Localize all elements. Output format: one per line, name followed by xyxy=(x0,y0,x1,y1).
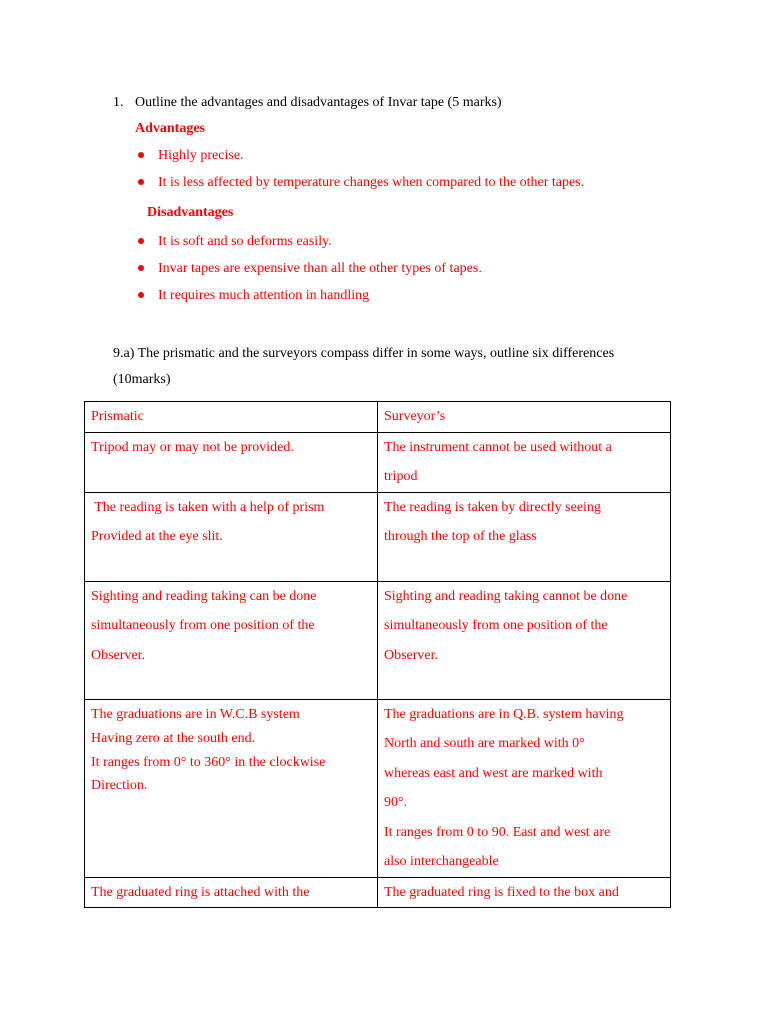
table-header-cell: Prismatic xyxy=(85,402,378,433)
table-cell: Tripod may or may not be provided. xyxy=(85,432,378,492)
disadvantages-heading: Disadvantages xyxy=(147,205,234,220)
bullet-icon xyxy=(138,152,144,158)
table-row xyxy=(85,699,671,877)
table-cell: The graduations are in W.C.B system Having zero at the south end. It ranges from 0° to 360° in the clockwise Direction. xyxy=(85,699,378,877)
comparison-table xyxy=(84,401,671,908)
bullet-icon xyxy=(138,238,144,244)
table-row xyxy=(85,581,671,699)
disadvantage-item: It requires much attention in handling xyxy=(158,288,370,303)
bullet-icon xyxy=(138,292,144,298)
advantages-heading: Advantages xyxy=(135,121,206,136)
table-cell: The graduated ring is fixed to the box and xyxy=(378,877,671,908)
table-cell: Sighting and reading taking cannot be done simultaneously from one position of the Observer. xyxy=(378,581,671,699)
table-row xyxy=(85,432,671,492)
table-cell: The reading is taken with a help of prism Provided at the eye slit. xyxy=(85,492,378,581)
question-9a-marks: (10marks) xyxy=(113,372,171,387)
bullet-icon xyxy=(138,179,144,185)
table-cell: The reading is taken by directly seeing through the top of the glass xyxy=(378,492,671,581)
question-1-text: Outline the advantages and disadvantages of Invar tape (5 marks) xyxy=(135,95,502,110)
table-cell: The graduated ring is attached with the xyxy=(85,877,378,908)
table-row xyxy=(85,877,671,908)
disadvantage-item: Invar tapes are expensive than all the other types of tapes. xyxy=(158,261,482,276)
bullet-icon xyxy=(138,265,144,271)
table-cell: Sighting and reading taking can be done simultaneously from one position of the Observer. xyxy=(85,581,378,699)
table-header-row xyxy=(85,402,671,433)
table-row xyxy=(85,492,671,581)
table-header-cell: Surveyor’s xyxy=(378,402,671,433)
question-1-number: 1. xyxy=(113,95,124,110)
advantage-item: Highly precise. xyxy=(158,148,244,163)
table-cell: The instrument cannot be used without a tripod xyxy=(378,432,671,492)
disadvantage-item: It is soft and so deforms easily. xyxy=(158,234,332,249)
question-9a-text: 9.a) The prismatic and the surveyors compass differ in some ways, outline six differences xyxy=(113,346,615,361)
advantage-item: It is less affected by temperature changes when compared to the other tapes. xyxy=(158,175,585,190)
table-cell: The graduations are in Q.B. system having North and south are marked with 0° whereas east and west are marked with 90°. It ranges from 0 to 90. East and west are also interchangeable xyxy=(378,699,671,877)
